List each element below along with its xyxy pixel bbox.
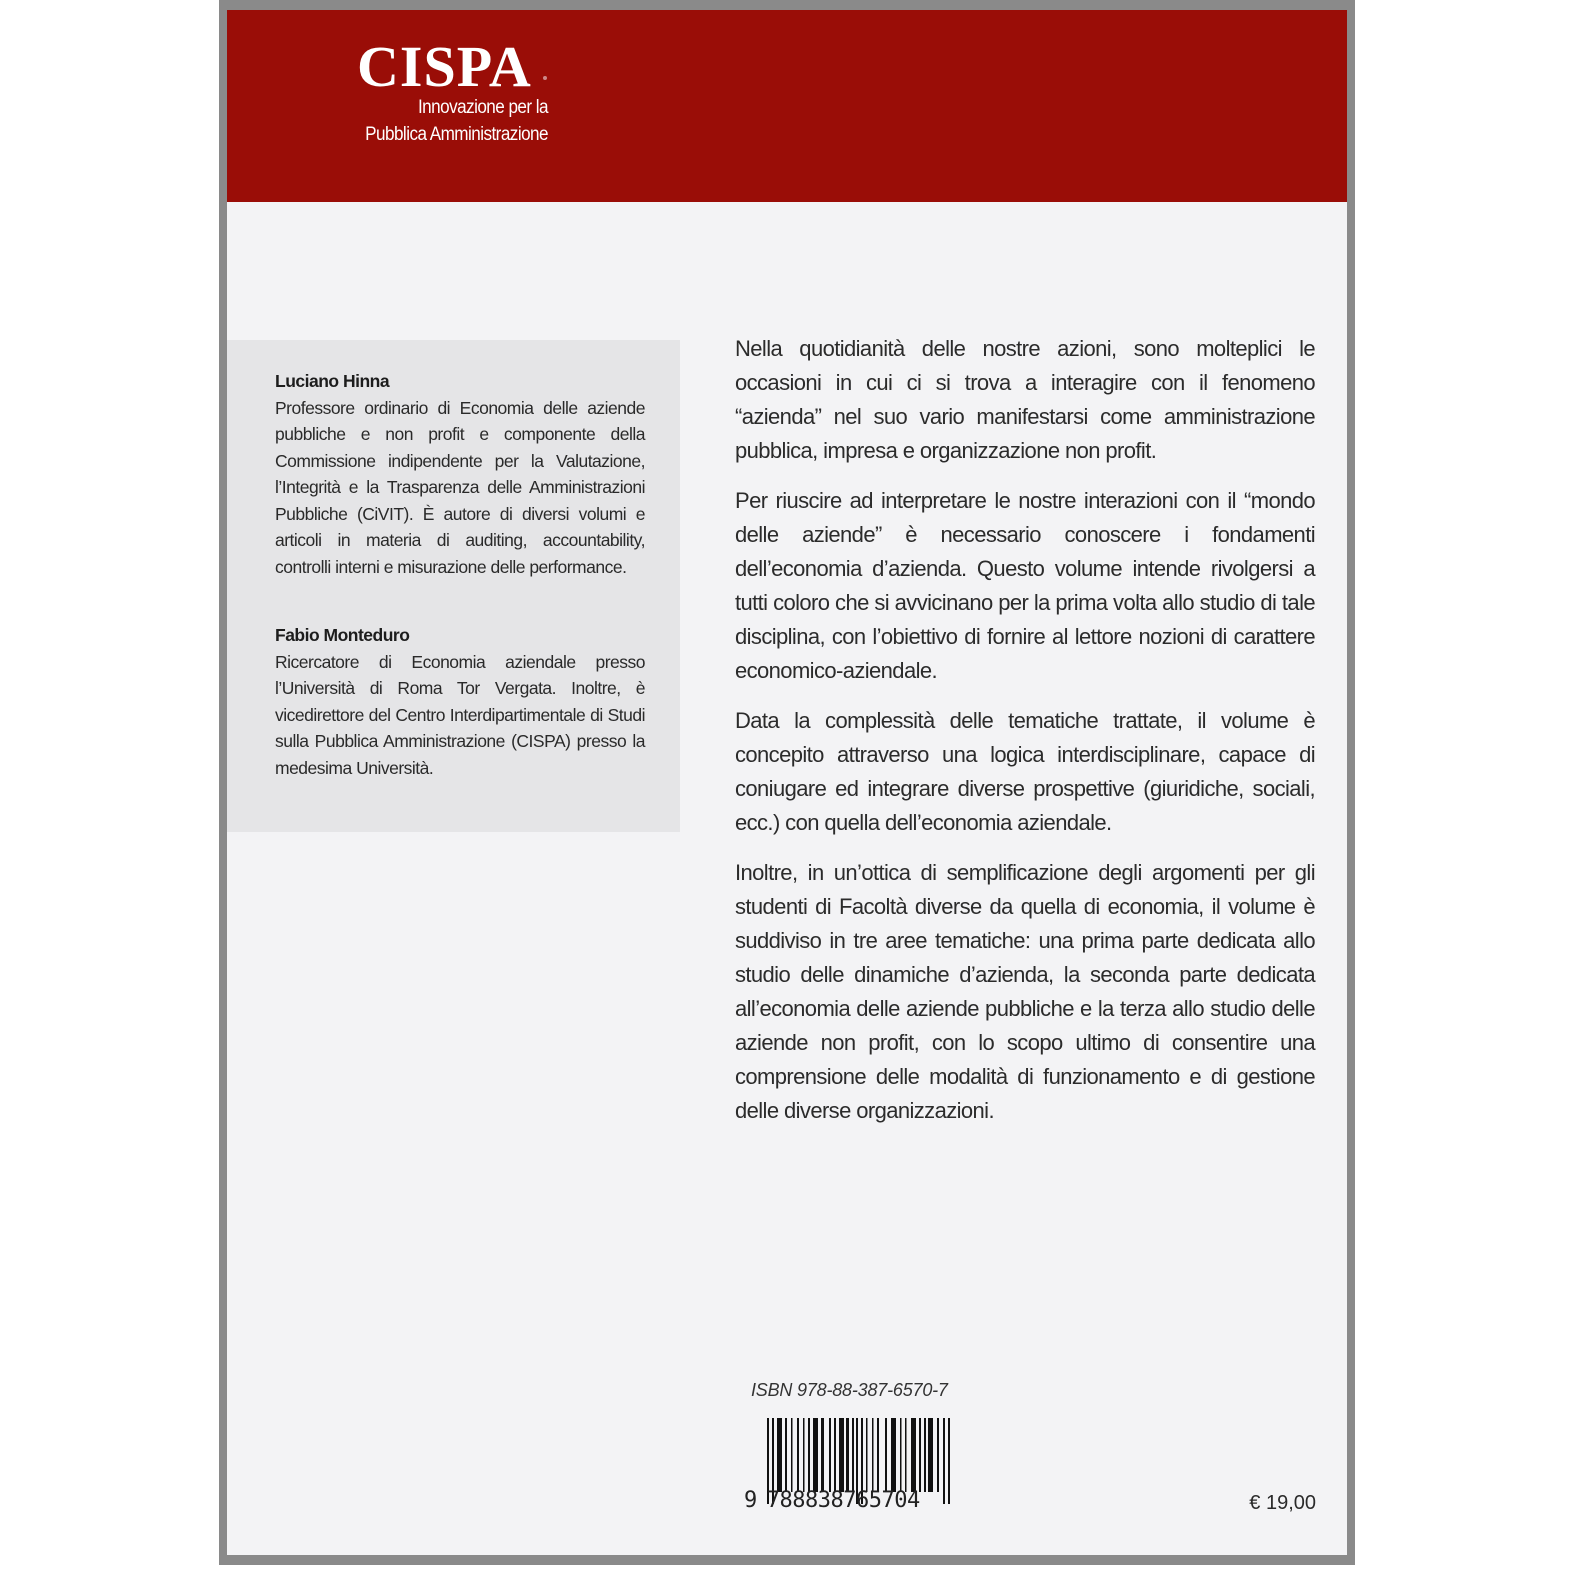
logo-title: CISPA (357, 34, 532, 99)
author-bio (275, 622, 645, 781)
author-description: Ricercatore di Economia aziendale presso l’Università di Roma Tor Vergata. Inoltre, è vicedirettore del Centro Interdipartimentale di Studi sulla Pubblica Amministrazione (CISPA) presso la medesima Università. (275, 651, 645, 778)
description-paragraph: Per riuscire ad interpretare le nostre interazioni con il “mondo delle aziende” è necessario conoscere i fondamenti dell’economia d’azienda. Questo volume intende rivolgersi a tutti coloro che si avvicinano per la prima volta allo studio di tale disciplina, con l’obiettivo di fornire al lettore nozioni di carattere economico-aziendale. (735, 488, 1315, 683)
author-name: Fabio Monteduro (275, 625, 410, 645)
price-label: € 19,00 (1249, 1492, 1316, 1514)
header-band (227, 10, 1347, 202)
authors-panel (227, 340, 680, 832)
book-back-cover (227, 10, 1347, 1555)
barcode-number: 788838765704 (766, 1488, 920, 1513)
barcode-first-digit: 9 (744, 1488, 757, 1513)
author-name: Luciano Hinna (275, 371, 390, 391)
author-bio (275, 368, 645, 580)
isbn-label: ISBN 978-88-387-6570-7 (751, 1380, 948, 1400)
description-paragraph: Data la complessità delle tematiche trattate, il volume è concepito attraverso una logica interdisciplinare, capace di coniugare ed integrare diverse prospettive (giuridiche, sociali, ecc.) con quella dell’economia aziendale. (735, 708, 1315, 835)
logo-dot (543, 76, 547, 80)
logo-subtitle-line2: Pubblica Amministrazione (365, 124, 548, 145)
logo-subtitle (363, 94, 548, 148)
description-paragraph: Nella quotidianità delle nostre azioni, sono molteplici le occasioni in cui ci si trova a interagire con il fenomeno “azienda” nel suo vario manifestarsi come amministrazione pubblica, impresa e organizzazione non profit. (735, 336, 1315, 463)
book-description (735, 332, 1315, 1144)
author-description: Professore ordinario di Economia delle aziende pubbliche e non profit e componente della Commissione indipendente per la Valutazione, l’Integrità e la Trasparenza delle Amministrazioni Pubbliche (CiVIT). È autore di diversi volumi e articoli in materia di auditing, accountability, controlli interni e misurazione delle performance. (275, 397, 645, 577)
logo-subtitle-line1: Innovazione per la (417, 97, 548, 118)
description-paragraph: Inoltre, in un’ottica di semplificazione degli argomenti per gli studenti di Facoltà diverse da quella di economia, il volume è suddiviso in tre aree tematiche: una prima parte dedicata allo studio delle dinamiche d’azienda, la seconda parte dedicata all’economia delle aziende pubbliche e la terza allo studio delle aziende non profit, con lo scopo ultimo di consentire una comprensione delle modalità di funzionamento e di gestione delle diverse organizzazioni. (735, 860, 1315, 1123)
barcode-digits (744, 1488, 920, 1513)
